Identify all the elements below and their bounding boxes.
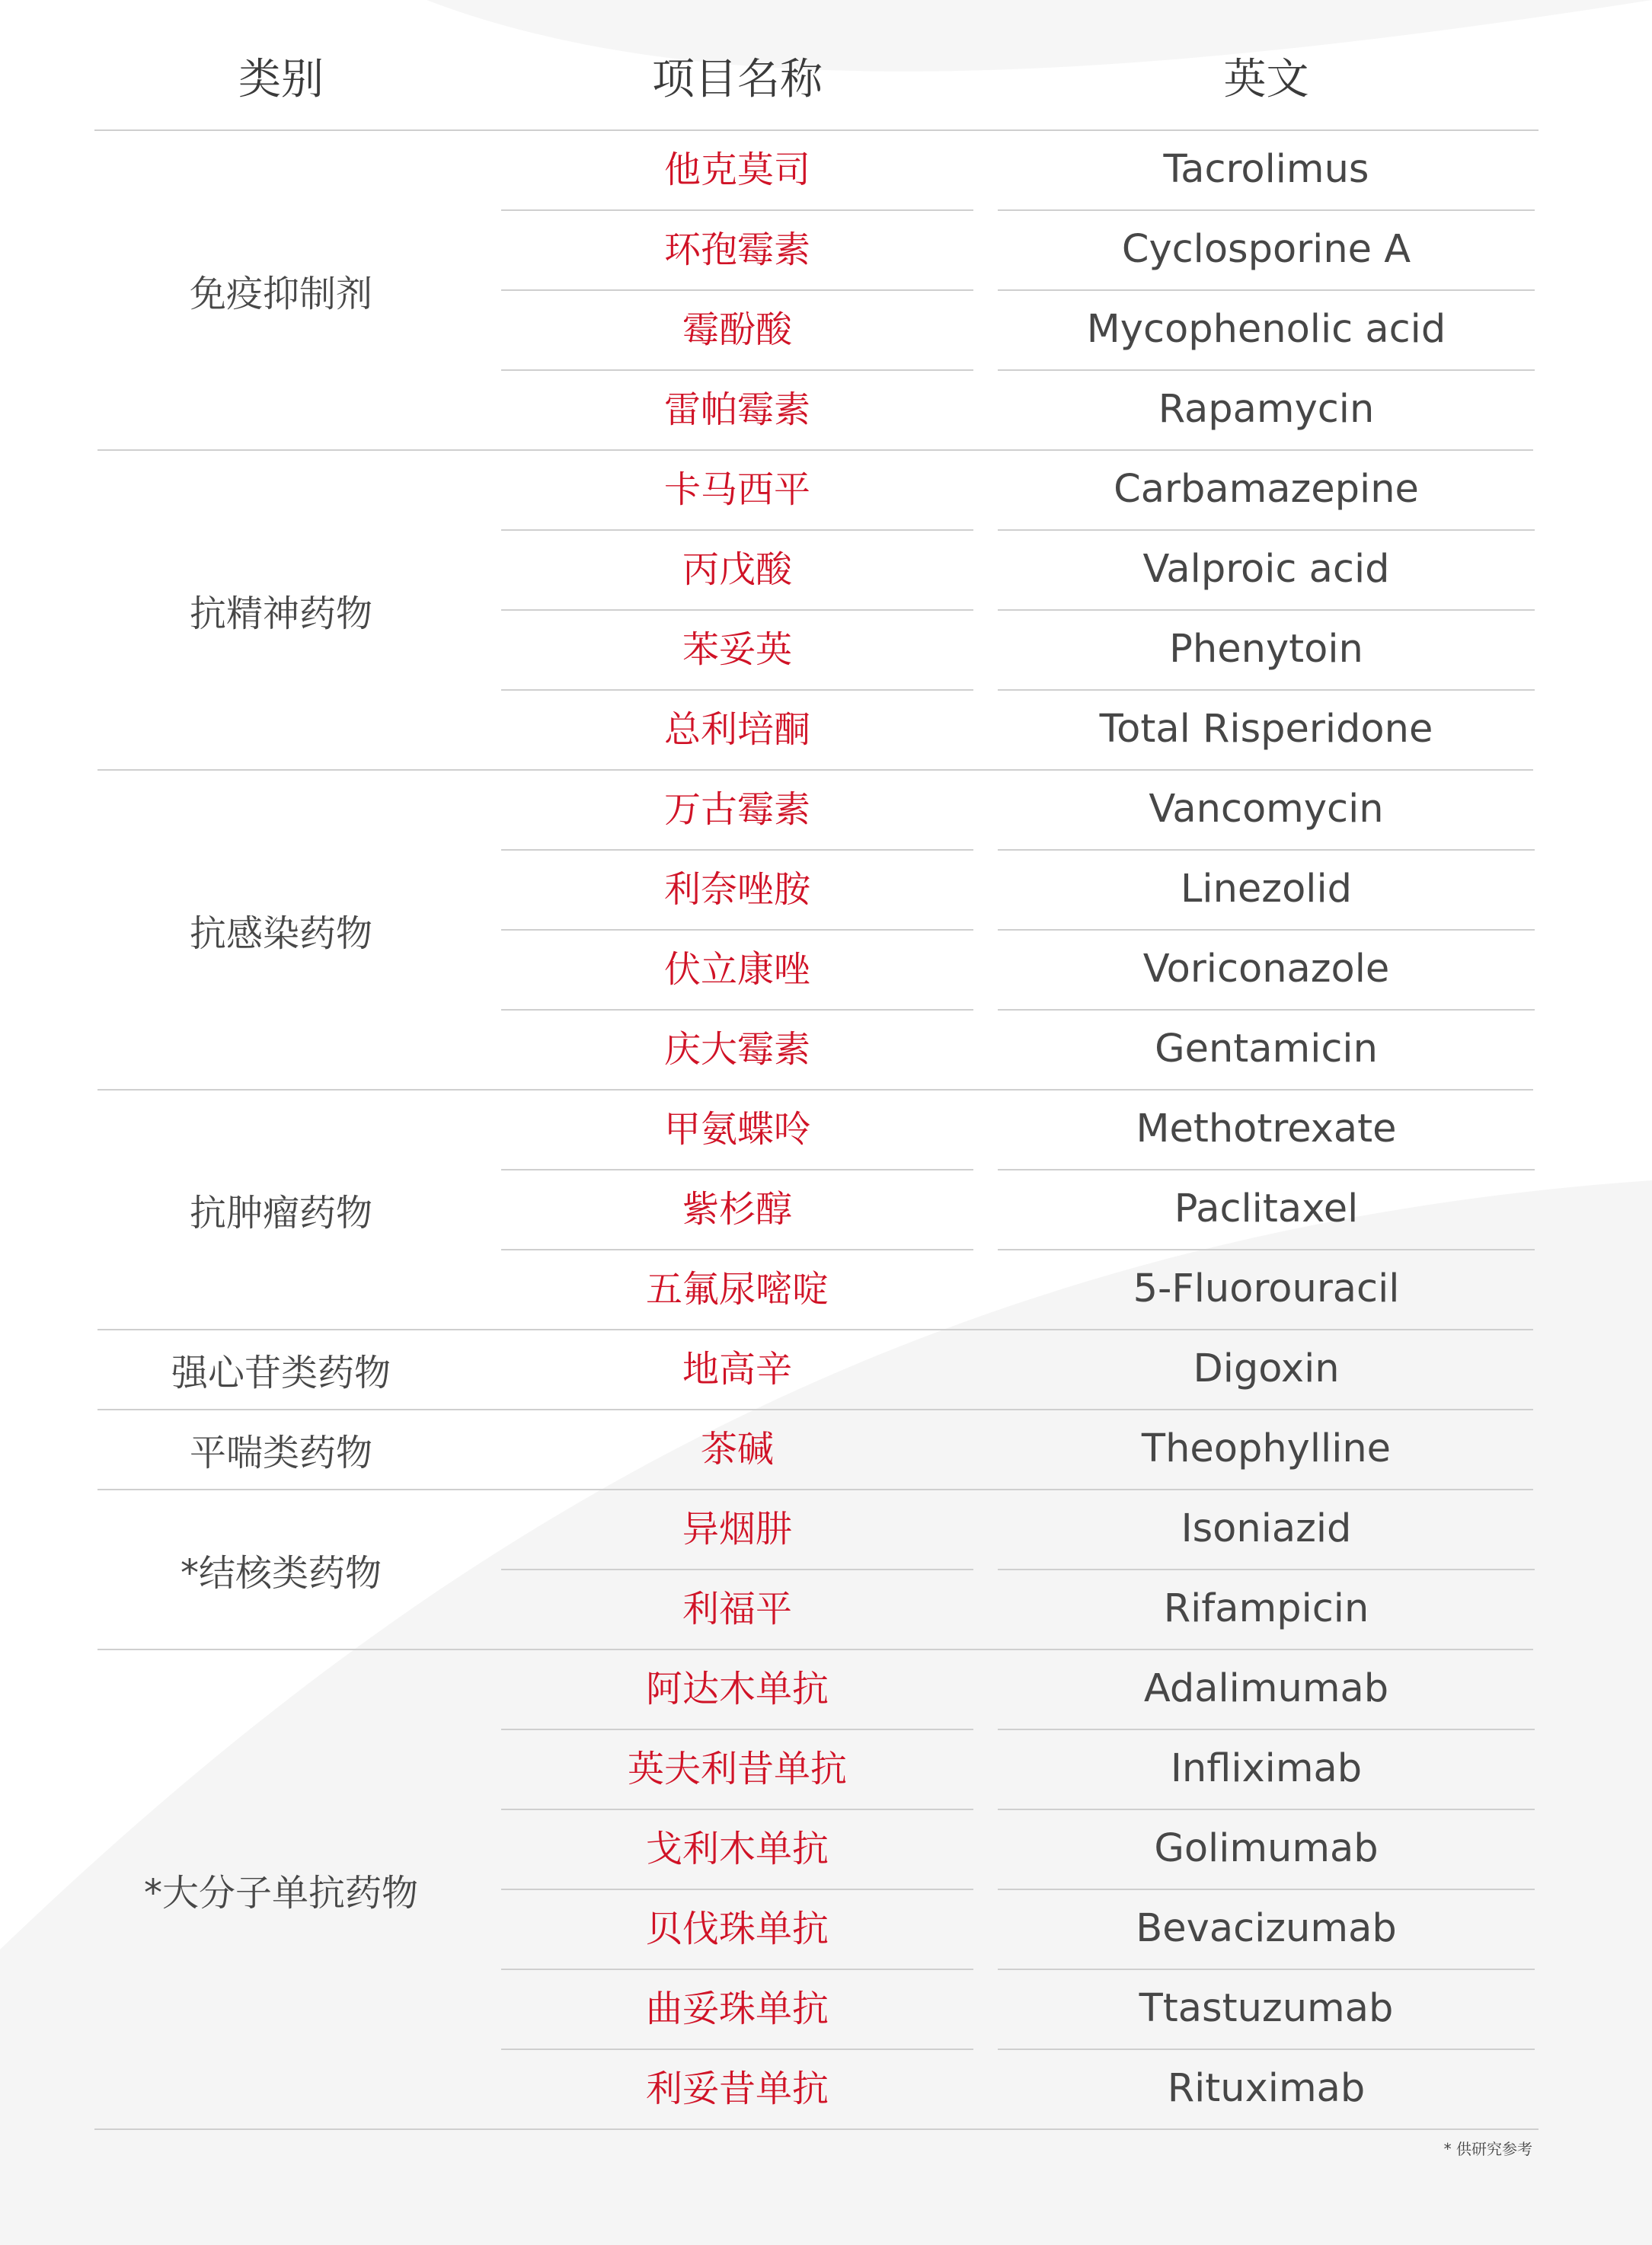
item-name-en: Linezolid bbox=[1181, 867, 1352, 912]
item-name-cn: 紫杉醇 bbox=[682, 1188, 792, 1231]
item-name-en: Vancomycin bbox=[1149, 787, 1384, 832]
item-name-cn: 贝伐珠单抗 bbox=[645, 1908, 829, 1950]
item-name-en: Voriconazole bbox=[1142, 947, 1390, 992]
item-name-en: Adalimumab bbox=[1143, 1666, 1389, 1711]
table-bottom-rule bbox=[94, 2128, 1539, 2130]
category-cell: 平喘类药物 bbox=[189, 1432, 372, 1474]
item-name-en: Cyclosporine A bbox=[1121, 227, 1411, 272]
item-name-en: Theophylline bbox=[1141, 1426, 1392, 1471]
item-name-cn: 曲妥珠单抗 bbox=[645, 1988, 829, 2030]
item-name-en: Rapamycin bbox=[1158, 387, 1375, 432]
item-name-cn: 利奈唑胺 bbox=[663, 868, 810, 911]
header-category: 类别 bbox=[238, 55, 324, 104]
item-name-cn: 他克莫司 bbox=[663, 148, 810, 191]
item-name-en: Ttastuzumab bbox=[1139, 1986, 1394, 2031]
item-name-en: Rifampicin bbox=[1163, 1586, 1369, 1631]
item-name-en: Valproic acid bbox=[1142, 547, 1390, 592]
item-name-en: Golimumab bbox=[1154, 1826, 1379, 1871]
item-name-cn: 环孢霉素 bbox=[663, 228, 810, 271]
item-name-cn: 甲氨蝶呤 bbox=[663, 1108, 810, 1151]
item-name-cn: 伏立康唑 bbox=[663, 948, 810, 991]
item-name-en: Carbamazepine bbox=[1114, 467, 1419, 512]
item-name-cn: 茶碱 bbox=[700, 1428, 774, 1471]
category-cell: 抗精神药物 bbox=[189, 592, 372, 635]
item-name-en: 5-Fluorouracil bbox=[1133, 1266, 1400, 1311]
footnote: * 供研究参考 bbox=[1443, 2140, 1532, 2158]
item-name-cn: 万古霉素 bbox=[663, 788, 810, 831]
item-name-cn: 总利培酮 bbox=[663, 708, 810, 751]
item-name-en: Infliximab bbox=[1170, 1746, 1363, 1791]
item-name-cn: 五氟尿嘧啶 bbox=[645, 1268, 829, 1311]
category-cell: 强心苷类药物 bbox=[171, 1352, 391, 1394]
item-name-cn: 戈利木单抗 bbox=[645, 1828, 829, 1870]
item-name-cn: 苯妥英 bbox=[682, 628, 792, 671]
item-name-en: Bevacizumab bbox=[1136, 1906, 1397, 1951]
item-name-en: Rituximab bbox=[1167, 2066, 1366, 2111]
item-name-cn: 丙戊酸 bbox=[682, 548, 792, 591]
item-name-cn: 英夫利昔单抗 bbox=[627, 1748, 847, 1790]
item-name-cn: 利福平 bbox=[682, 1588, 792, 1630]
item-name-en: Methotrexate bbox=[1136, 1107, 1397, 1151]
item-name-cn: 阿达木单抗 bbox=[645, 1668, 829, 1710]
category-cell: 免疫抑制剂 bbox=[189, 272, 372, 315]
item-name-en: Paclitaxel bbox=[1174, 1186, 1359, 1231]
category-cell: 抗肿瘤药物 bbox=[189, 1192, 372, 1234]
item-name-cn: 地高辛 bbox=[682, 1348, 792, 1391]
item-name-en: Phenytoin bbox=[1169, 627, 1363, 672]
item-name-cn: 利妥昔单抗 bbox=[645, 2068, 829, 2110]
category-cell: *大分子单抗药物 bbox=[143, 1871, 418, 1914]
category-cell: 抗感染药物 bbox=[189, 912, 372, 955]
item-name-en: Gentamicin bbox=[1155, 1027, 1378, 1071]
item-name-en: Digoxin bbox=[1193, 1346, 1340, 1391]
item-name-en: Isoniazid bbox=[1181, 1506, 1352, 1551]
item-name-cn: 异烟肼 bbox=[682, 1508, 792, 1550]
header-item-name: 项目名称 bbox=[652, 55, 823, 104]
header-english: 英文 bbox=[1223, 55, 1309, 104]
item-name-cn: 霉酚酸 bbox=[682, 308, 792, 351]
item-name-en: Mycophenolic acid bbox=[1086, 307, 1446, 352]
item-name-cn: 雷帕霉素 bbox=[663, 388, 810, 431]
item-name-en: Tacrolimus bbox=[1163, 147, 1369, 192]
item-name-cn: 卡马西平 bbox=[663, 468, 810, 511]
category-cell: *结核类药物 bbox=[180, 1551, 382, 1595]
item-name-cn: 庆大霉素 bbox=[663, 1028, 810, 1071]
item-name-en: Total Risperidone bbox=[1099, 707, 1433, 752]
